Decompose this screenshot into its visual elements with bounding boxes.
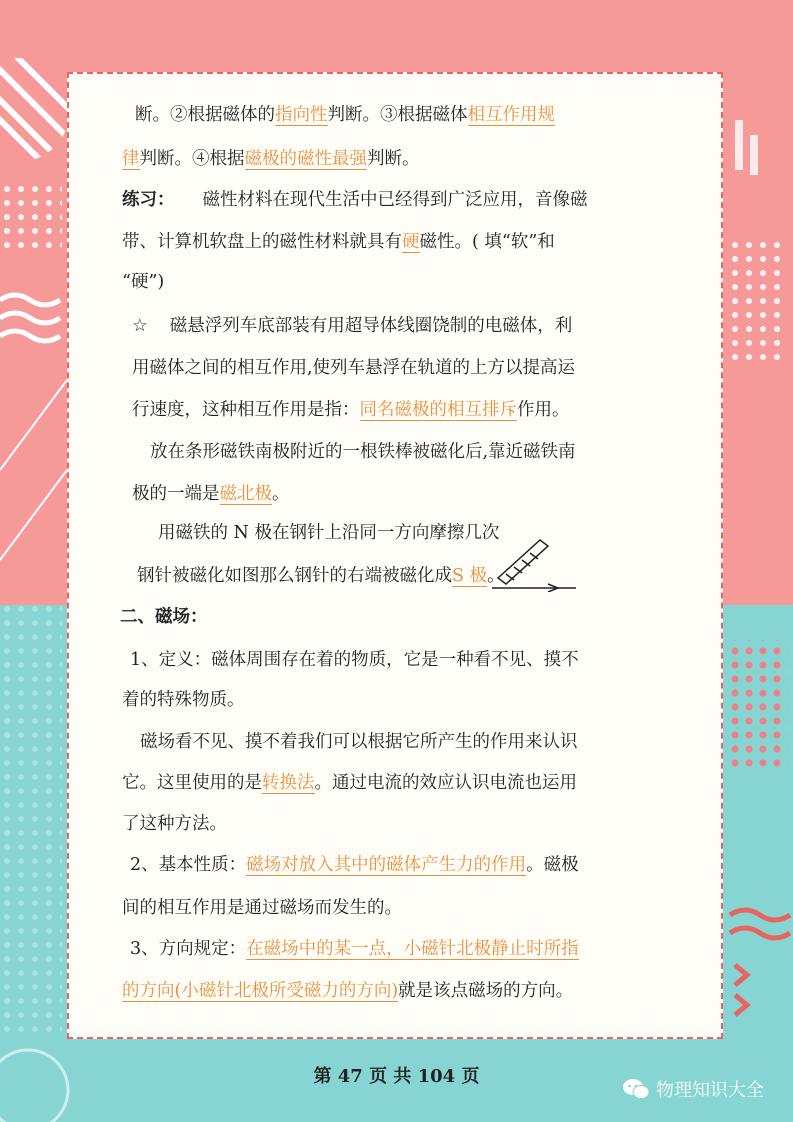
answer-text: 转换法 (262, 773, 315, 793)
text-segment: 。通过电流的效应认识电流也运用 (314, 773, 577, 793)
watermark-text: 物理知识大全 (656, 1080, 764, 1101)
answer-text: 磁场对放入其中的磁体产生力的作用 (246, 855, 527, 875)
answer-text: 同名磁极的相互排斥 (359, 400, 517, 420)
text-segment: 着的特殊物质。 (122, 690, 245, 710)
watermark (622, 1076, 764, 1102)
exercise-line-3 (122, 270, 164, 294)
exercise-line-2 (122, 230, 555, 254)
text-line-1 (135, 103, 555, 127)
answer-text: 指向性 (275, 105, 328, 125)
text-segment: 1、定义：磁体周围存在着的物质，它是一种看不见、摸不 (130, 650, 579, 670)
text-segment: 间的相互作用是通过磁场而发生的。 (122, 898, 402, 918)
text-segment: 作用。 (517, 400, 570, 420)
page-footer: 第 47 页 共 104 页 (313, 1066, 480, 1087)
text-segment: 磁性材料在现代生活中已经得到广泛应用，音像磁 (202, 190, 588, 210)
direction-rule-line-2 (122, 979, 573, 1003)
text-segment: 钢针被磁化如图那么钢针的右端被磁化成 (137, 566, 452, 586)
exercise-line-1 (122, 188, 588, 212)
basic-property-line-1 (130, 853, 579, 877)
text-segment: 。磁极 (526, 855, 579, 875)
answer-text: S 极 (452, 566, 488, 586)
answer-text: 磁极的磁性最强 (244, 149, 367, 169)
heading-text: 二、磁场： (120, 607, 208, 627)
text-segment: 带、计算机软盘上的磁性材料就具有 (122, 232, 402, 252)
answer-text: 律 (122, 149, 140, 169)
magnetize-line-1 (150, 440, 576, 464)
text-segment: 就是该点磁场的方向。 (398, 981, 574, 1001)
answer-text: 硬 (402, 232, 420, 252)
answer-text: 在磁场中的某一点，小磁针北极静止时所指 (246, 939, 579, 959)
text-segment: 。 (272, 484, 290, 504)
text-segment: 它。这里使用的是 (122, 773, 262, 793)
text-segment: “硬”) (122, 272, 165, 292)
invisible-field-line-3 (122, 812, 227, 836)
text-segment: 。 (487, 566, 505, 586)
content-card (67, 72, 723, 1039)
maglev-line-2 (132, 356, 575, 380)
text-segment: 断。②根据磁体的 (135, 105, 275, 125)
definition-line-2 (122, 688, 245, 712)
text-segment: 了这种方法。 (122, 814, 227, 834)
answer-text: 的方向(小磁针北极所受磁力的方向) (122, 981, 399, 1001)
definition-line-1 (130, 648, 579, 672)
basic-property-line-2 (122, 896, 402, 920)
answer-text: 相互作用规 (467, 105, 555, 125)
text-segment: 判断。④根据 (139, 149, 245, 169)
text-segment: 用磁体之间的相互作用,使列车悬浮在轨道的上方以提高运 (132, 358, 576, 378)
needle-line-2 (137, 564, 505, 588)
text-segment: 磁性。( 填“软”和 (419, 232, 555, 252)
invisible-field-line-1 (140, 730, 578, 754)
text-segment: 用磁铁的 N 极在钢针上沿同一方向摩擦几次 (158, 523, 500, 543)
answer-text: 磁北极 (219, 484, 272, 504)
text-segment: 磁场看不见、摸不着我们可以根据它所产生的作用来认识 (140, 732, 578, 752)
magnet-needle-figure (488, 530, 580, 592)
needle-line-1 (158, 521, 499, 545)
section-heading-magnetic-field (120, 605, 208, 629)
text-segment: 磁悬浮列车底部装有用超导体线圈饶制的电磁体，利 (169, 316, 573, 336)
text-segment: 极的一端是 (132, 484, 220, 504)
wechat-icon (622, 1078, 650, 1100)
text-line-2 (122, 147, 420, 171)
direction-rule-line-1 (130, 937, 579, 961)
text-segment: 判断。 (367, 149, 420, 169)
text-segment: 放在条形磁铁南极附近的一根铁棒被磁化后,靠近磁铁南 (150, 442, 576, 462)
text-segment: 3、方向规定： (130, 939, 247, 959)
exercise-label: 练习： (122, 190, 175, 210)
invisible-field-line-2 (122, 771, 577, 795)
magnetize-line-2 (132, 482, 290, 506)
text-segment: 2、基本性质： (130, 855, 247, 875)
text-segment: 行速度，这种相互作用是指： (132, 400, 360, 420)
text-segment: 判断。③根据磁体 (327, 105, 468, 125)
star-icon: ☆ (132, 316, 148, 336)
maglev-line-1 (132, 314, 572, 338)
maglev-line-3 (132, 398, 570, 422)
